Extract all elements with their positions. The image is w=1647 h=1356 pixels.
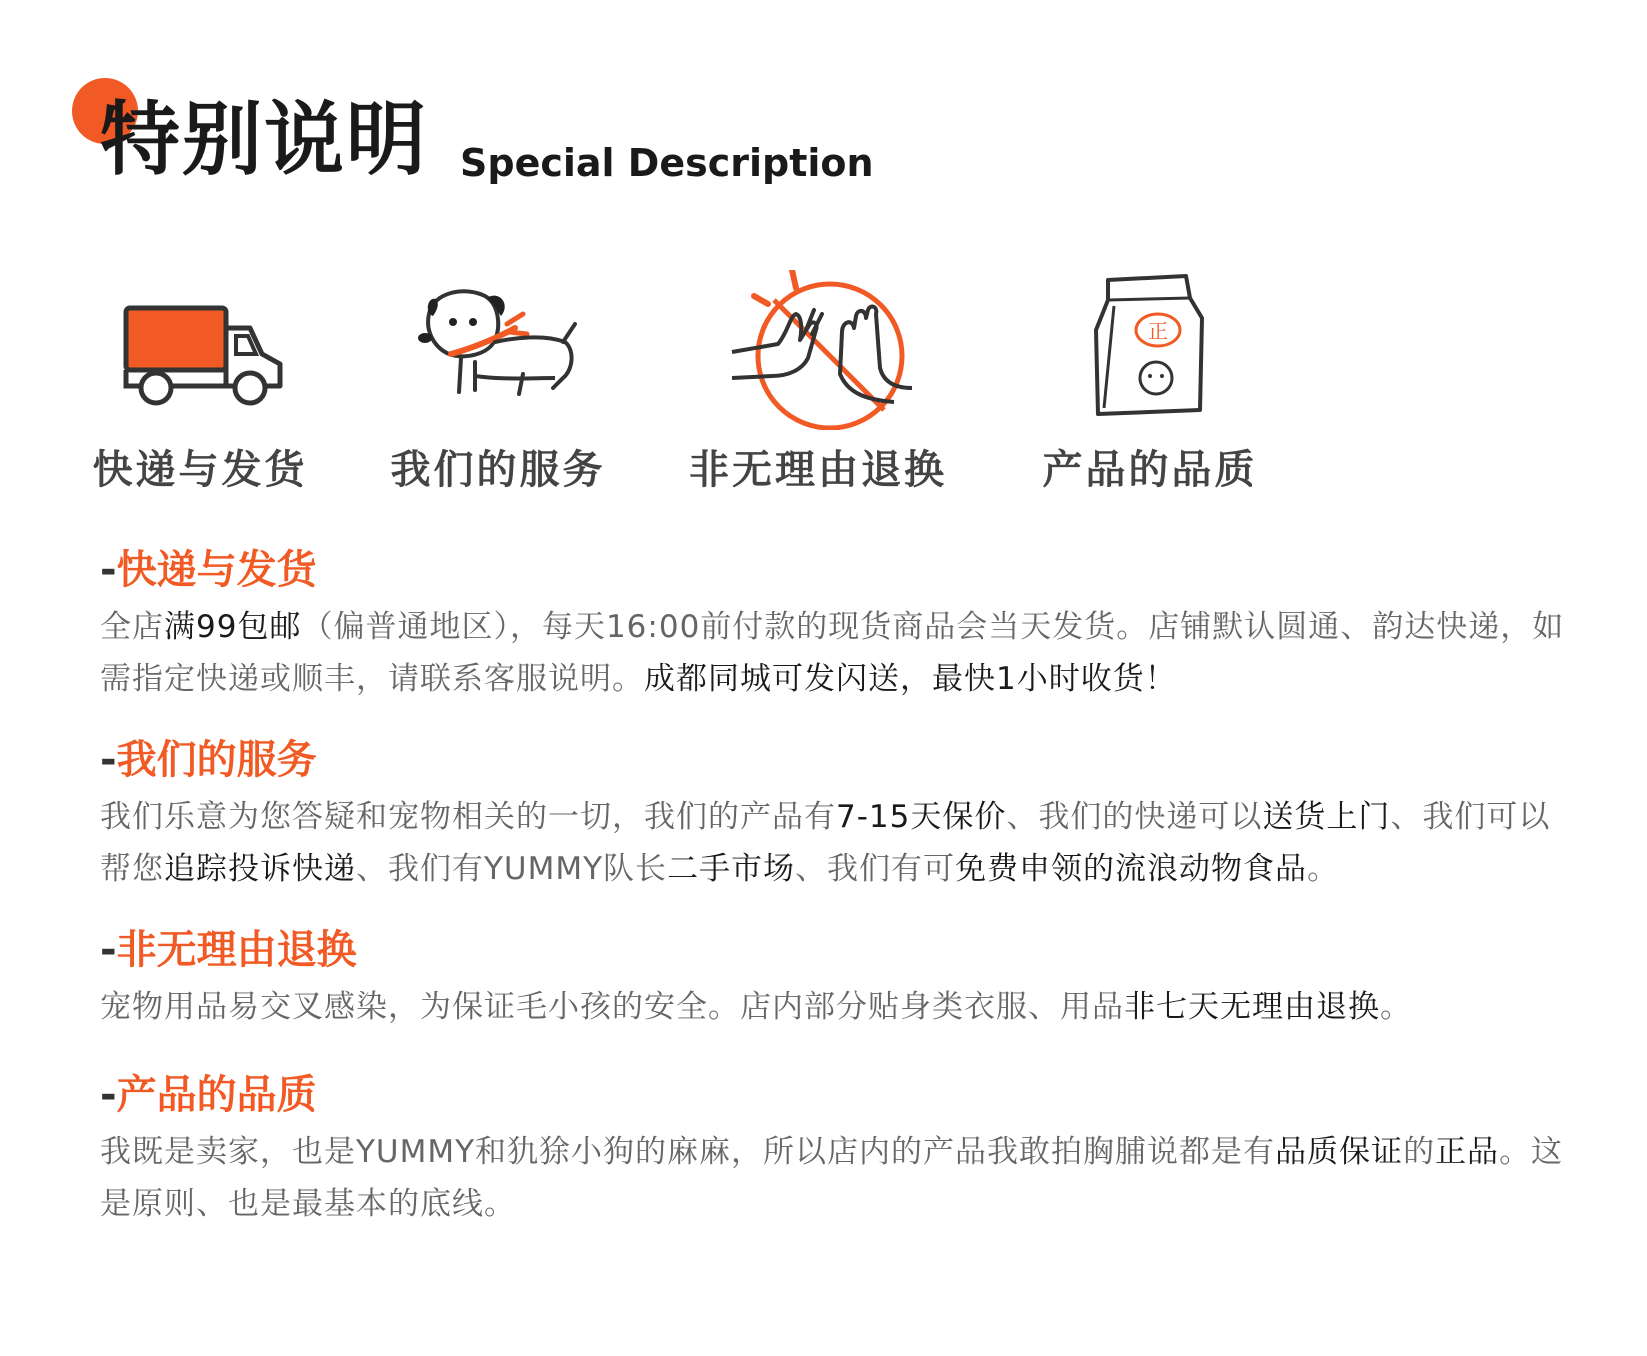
body-text: 、我们有可 [795,851,956,887]
feature-delivery [50,270,350,520]
highlight-text: 追踪投诉快递 [164,851,356,887]
body-text: 、我们有YUMMY队长 [356,851,668,887]
feature-label: 快递与发货 [92,447,308,493]
feature-label: 非无理由退换 [689,447,947,493]
feature-label: 我们的服务 [390,447,606,493]
body-text: （偏普通地区），每天16:00前付款的现货商品会当天发货。店铺默认圆通、韵达快递，如需指定快递或顺丰，请联系客服说明。 [100,609,1565,697]
section-delivery [100,545,1580,705]
section-body [100,981,1580,1033]
body-text: 我们乐意为您答疑和宠物相关的一切，我们的产品有 [100,799,836,835]
no-return-hands-icon [718,270,918,430]
highlight-text: 非七天无理由退换 [1124,989,1380,1025]
body-text: 。这是原则、也是最基本的底线。 [100,1134,1564,1222]
highlight-text: 成都同城可发闪送，最快1小时收货！ [644,661,1177,697]
section-heading: -快递与发货 [100,547,317,593]
section-quality [100,1070,1580,1230]
body-text: 全店 [100,609,164,645]
feature-quality [1000,270,1300,520]
highlight-text: 送货上门 [1262,799,1391,835]
body-text: 宠物用品易交叉感染，为保证毛小孩的安全。店内部分贴身类衣服、用品 [100,989,1124,1025]
body-text: 。 [1380,989,1412,1025]
feature-service [348,270,648,520]
highlight-text: 正品 [1435,1134,1500,1170]
highlight-text: 二手市场 [667,851,796,887]
page-subtitle: Special Description [460,141,874,185]
section-heading: -非无理由退换 [100,927,357,973]
page-header [72,78,972,188]
section-no-return [100,925,1580,1033]
feature-label: 产品的品质 [1042,447,1258,493]
product-bag-icon [1090,270,1210,420]
body-text: 、我们的快递可以 [1006,799,1263,835]
page-title: 特别说明 [100,93,428,186]
highlight-text: 品质保证 [1275,1134,1404,1170]
svg-text:正: 正 [1148,319,1168,343]
body-text: 我既是卖家，也是YUMMY和犰狳小狗的麻麻，所以店内的产品我敢拍胸脯说都是有 [100,1134,1276,1170]
body-text: 。 [1307,851,1340,887]
body-text: 、我们可以帮您 [100,799,1551,887]
highlight-text: 满99包邮 [164,609,302,645]
feature-icon-row [0,270,1647,520]
delivery-truck-icon [110,270,290,420]
feature-no-return [668,270,968,520]
section-body [100,601,1580,705]
section-body [100,1126,1580,1230]
section-heading: -产品的品质 [100,1072,317,1118]
highlight-text: 7-15天保价 [836,799,1007,835]
section-heading: -我们的服务 [100,737,317,783]
section-body [100,791,1580,895]
section-service [100,735,1580,895]
highlight-text: 免费申领的流浪动物食品 [955,851,1308,887]
body-text: 的 [1403,1134,1436,1170]
dog-icon [403,270,593,420]
